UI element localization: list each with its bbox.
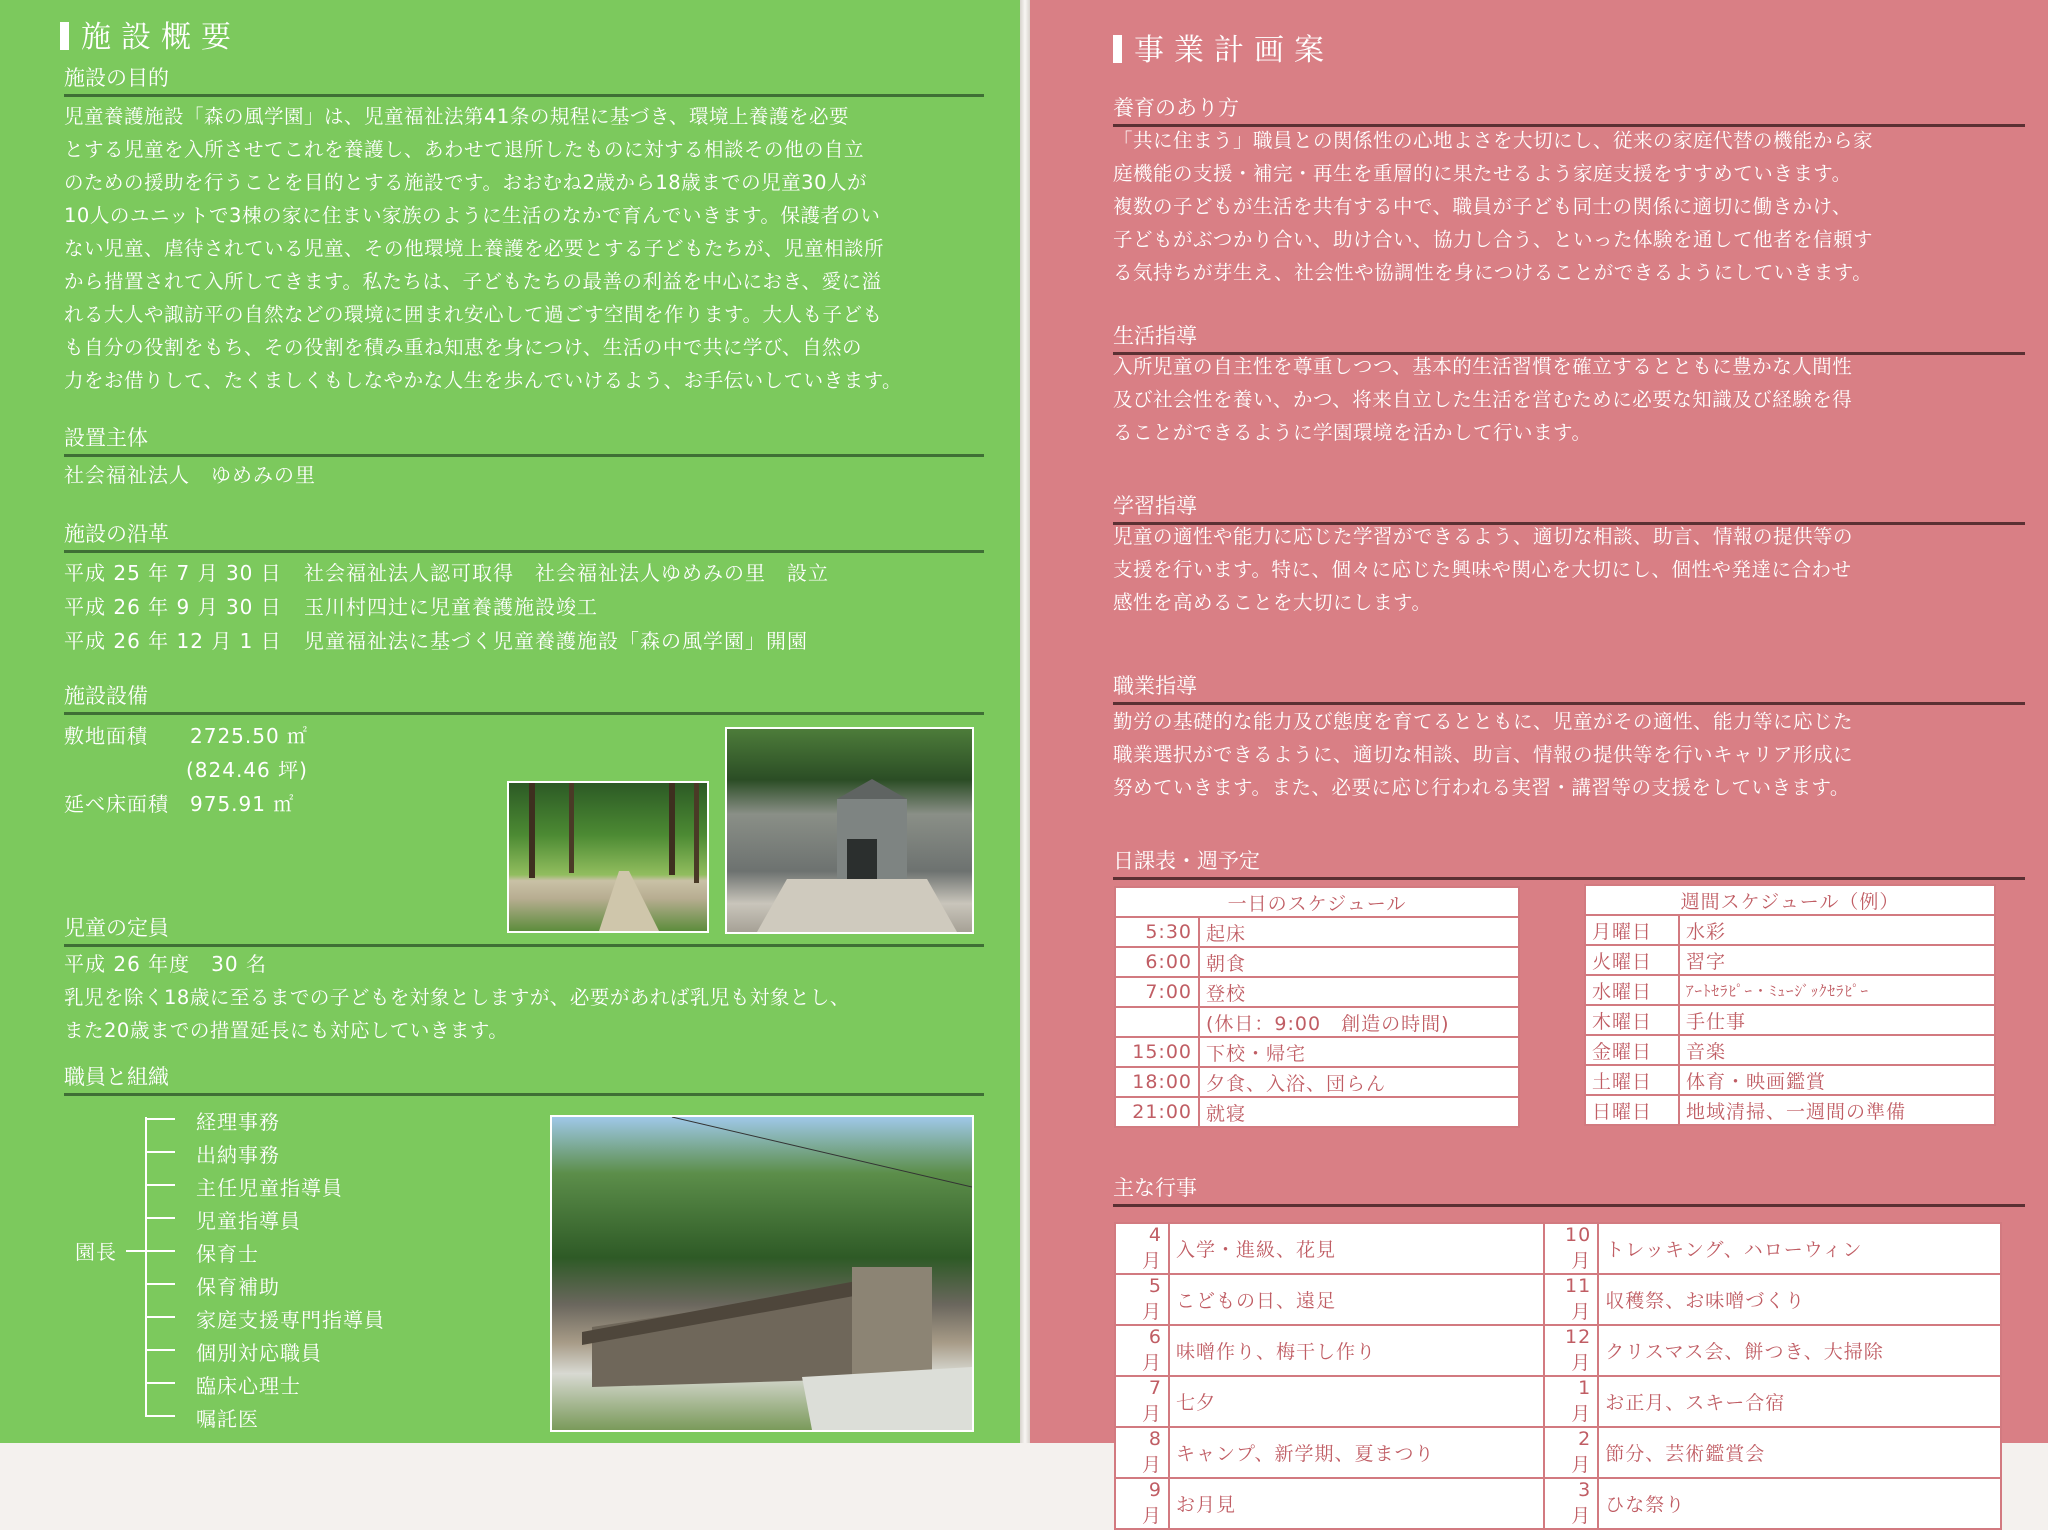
event-month: 2 月 — [1544, 1427, 1598, 1478]
history-list — [64, 557, 1004, 659]
dormitory-building-photo — [550, 1115, 974, 1432]
history-row — [64, 625, 1004, 659]
history-date: 平成 26 年 9 月 30 日 — [64, 595, 282, 619]
org-staff-role: 主任児童指導員 — [196, 1176, 343, 1200]
daily-activity: 登校 — [1199, 977, 1519, 1007]
daily-row — [1115, 1007, 1519, 1037]
org-staff-role: 経理事務 — [196, 1110, 280, 1134]
daily-activity: 朝食 — [1199, 947, 1519, 977]
history-event: 児童福祉法に基づく児童養護施設「森の風学園」開園 — [304, 629, 808, 653]
org-branch-line — [145, 1316, 175, 1318]
page-title-business-plan: 事業計画案 — [1113, 25, 1334, 69]
weekly-row — [1585, 1065, 1995, 1095]
site-area: 敷地面積 2725.50 ㎡ — [64, 724, 309, 748]
weekday: 金曜日 — [1585, 1035, 1679, 1065]
daily-time — [1115, 1007, 1199, 1037]
daily-time: 6:00 — [1115, 947, 1199, 977]
org-staff-role: 嘱託医 — [196, 1407, 259, 1431]
event-name: 七夕 — [1169, 1376, 1544, 1427]
building-entrance-photo — [725, 727, 974, 934]
history-row — [64, 557, 1004, 591]
event-month: 6 月 — [1115, 1325, 1169, 1376]
daily-time: 7:00 — [1115, 977, 1199, 1007]
daily-row — [1115, 977, 1519, 1007]
daily-time: 21:00 — [1115, 1097, 1199, 1127]
weekday: 月曜日 — [1585, 915, 1679, 945]
daily-activity: 就寝 — [1199, 1097, 1519, 1127]
org-branch-line — [145, 1382, 175, 1384]
org-branch-line — [145, 1217, 175, 1219]
heading-life-guidance: 生活指導 — [1113, 320, 2025, 355]
org-branch-line — [145, 1250, 175, 1252]
daily-activity: 夕食、入浴、団らん — [1199, 1067, 1519, 1097]
study-guidance-text: 児童の適性や能力に応じた学習ができるよう、適切な相談、助言、情報の提供等の 支援を行います。特に、個々に応じた興味や関心を大切にし、個性や発達に合わせ 感性を高めることを大切にします。 — [1113, 525, 1854, 614]
org-branch-line — [145, 1283, 175, 1285]
weekly-row — [1585, 975, 1995, 1005]
heading-career-guidance: 職業指導 — [1113, 670, 2025, 705]
event-row — [1115, 1427, 2001, 1478]
weekday: 水曜日 — [1585, 975, 1679, 1005]
weekly-activity: 体育・映画鑑賞 — [1679, 1065, 1995, 1095]
event-month: 10 月 — [1544, 1223, 1598, 1274]
org-branch-line — [145, 1415, 175, 1417]
heading-history: 施設の沿革 — [64, 518, 984, 553]
event-name: キャンプ、新学期、夏まつり — [1169, 1427, 1544, 1478]
org-branch-line — [145, 1349, 175, 1351]
history-date: 平成 25 年 7 月 30 日 — [64, 561, 282, 585]
capacity-line: 平成 26 年度 30 名 — [64, 952, 267, 976]
history-date: 平成 26 年 12 月 1 日 — [64, 629, 282, 653]
event-name: クリスマス会、餅つき、大掃除 — [1598, 1325, 2001, 1376]
weekly-activity: ｱｰﾄｾﾗﾋﾟｰ・ﾐｭｰｼﾞｯｸｾﾗﾋﾟｰ — [1679, 975, 1995, 1005]
daily-schedule-table — [1114, 886, 1520, 1128]
daily-row — [1115, 947, 1519, 977]
org-trunk-line — [145, 1117, 147, 1415]
purpose-text: 児童養護施設「森の風学園」は、児童福祉法第41条の規程に基づき、環境上養護を必要 とする児童を入所させてこれを養護し、あわせて退所したものに対する相談その他の自立 のための援助を行うことを目的とする施設です。おおむね2歳から18歳までの児童30人が 10人のユニットで3棟の家に住まい家族のように生活のなかで育んでいきます。保護者のい ない児童、虐待されている児童、その他環境上養護を必要とする子どもたちが、児童相談所 から措置されて入所してきます。私たちは、子どもたちの最善の利益を中心におき、愛に溢 れる大人や諏訪平の自然などの環境に囲まれ安心して過ごす空間を作ります。大人も子ども も自分の役割をもち、その役割を積み重ね知恵を身につけ、生活の中で共に学び、自然の 力をお借りして、たくましくもしなやかな人生を歩んでいけるよう、お手伝いしていきます。 — [64, 105, 903, 392]
daily-row — [1115, 917, 1519, 947]
org-staff-role: 保育士 — [196, 1242, 259, 1266]
org-staff-role: 保育補助 — [196, 1275, 280, 1299]
heading-study-guidance: 学習指導 — [1113, 490, 2025, 525]
floor-area: 延べ床面積 975.91 ㎡ — [64, 792, 295, 816]
org-head: 園長 — [75, 1240, 117, 1264]
center-fold — [1020, 0, 1030, 1443]
left-page — [0, 0, 1020, 1443]
event-name: ひな祭り — [1598, 1478, 2001, 1529]
daily-time: 15:00 — [1115, 1037, 1199, 1067]
forest-path-photo — [507, 781, 709, 933]
daily-time: 18:00 — [1115, 1067, 1199, 1097]
daily-activity: 下校・帰宅 — [1199, 1037, 1519, 1067]
career-guidance-text: 勤労の基礎的な能力及び態度を育てるとともに、児童がその適性、能力等に応じた 職業選択ができるように、適切な相談、助言、情報の提供等を行いキャリア形成に 努めていきます。また、必要に応じ行われる実習・講習等の支援をしていきます。 — [1113, 710, 1854, 799]
weekly-activity: 音楽 — [1679, 1035, 1995, 1065]
events-table — [1114, 1222, 2002, 1530]
right-page — [1030, 0, 2048, 1527]
org-staff-role: 臨床心理士 — [196, 1374, 301, 1398]
event-row — [1115, 1274, 2001, 1325]
capacity-text: 乳児を除く18歳に至るまでの子どもを対象としますが、必要があれば乳児も対象とし、 また20歳までの措置延長にも対応していきます。 — [64, 986, 850, 1042]
daily-activity: 起床 — [1199, 917, 1519, 947]
weekday: 日曜日 — [1585, 1095, 1679, 1125]
org-staff-role: 個別対応職員 — [196, 1341, 322, 1365]
heading-facility: 施設設備 — [64, 680, 984, 715]
event-month: 12 月 — [1544, 1325, 1598, 1376]
event-name: 入学・進級、花見 — [1169, 1223, 1544, 1274]
event-month: 9 月 — [1115, 1478, 1169, 1529]
heading-capacity: 児童の定員 — [64, 912, 984, 947]
event-month: 5 月 — [1115, 1274, 1169, 1325]
heading-events: 主な行事 — [1113, 1172, 2025, 1207]
org-connector — [126, 1250, 146, 1252]
event-month: 8 月 — [1115, 1427, 1169, 1478]
weekly-row — [1585, 1095, 1995, 1125]
daily-row — [1115, 1067, 1519, 1097]
heading-staff: 職員と組織 — [64, 1061, 984, 1096]
event-name: トレッキング、ハローウィン — [1598, 1223, 2001, 1274]
life-guidance-text: 入所児童の自主性を尊重しつつ、基本的生活習慣を確立するとともに豊かな人間性 及び社会性を養い、かつ、将来自立した生活を営むために必要な知識及び経験を得 ることができるように学園環境を活かして行います。 — [1113, 355, 1853, 444]
weekly-activity: 水彩 — [1679, 915, 1995, 945]
heading-founder: 設置主体 — [64, 422, 984, 457]
history-event: 社会福祉法人認可取得 社会福祉法人ゆめみの里 設立 — [304, 561, 829, 585]
event-month: 1 月 — [1544, 1376, 1598, 1427]
weekly-schedule-title: 週間スケジュール（例） — [1585, 885, 1995, 915]
event-row — [1115, 1325, 2001, 1376]
org-branch-line — [145, 1118, 175, 1120]
weekly-schedule-table — [1584, 884, 1996, 1126]
event-month: 7 月 — [1115, 1376, 1169, 1427]
event-name: こどもの日、遠足 — [1169, 1274, 1544, 1325]
event-row — [1115, 1376, 2001, 1427]
event-month: 4 月 — [1115, 1223, 1169, 1274]
weekly-activity: 習字 — [1679, 945, 1995, 975]
daily-time: 5:30 — [1115, 917, 1199, 947]
event-name: お月見 — [1169, 1478, 1544, 1529]
org-staff-role: 児童指導員 — [196, 1209, 301, 1233]
site-area-tsubo: (824.46 坪) — [186, 758, 308, 782]
weekday: 火曜日 — [1585, 945, 1679, 975]
event-name: お正月、スキー合宿 — [1598, 1376, 2001, 1427]
founder-text: 社会福祉法人 ゆめみの里 — [64, 463, 316, 487]
daily-activity: (休日：9:00 創造の時間) — [1199, 1007, 1519, 1037]
weekly-row — [1585, 945, 1995, 975]
weekday: 木曜日 — [1585, 1005, 1679, 1035]
daily-row — [1115, 1097, 1519, 1127]
org-branch-line — [145, 1151, 175, 1153]
heading-schedule: 日課表・週予定 — [1113, 845, 2025, 880]
event-name: 収穫祭、お味噌づくり — [1598, 1274, 2001, 1325]
heading-purpose: 施設の目的 — [64, 62, 984, 97]
weekday: 土曜日 — [1585, 1065, 1679, 1095]
weekly-activity: 地域清掃、一週間の準備 — [1679, 1095, 1995, 1125]
org-staff-role: 家庭支援専門指導員 — [196, 1308, 385, 1332]
event-month: 3 月 — [1544, 1478, 1598, 1529]
daily-schedule-title: 一日のスケジュール — [1115, 887, 1519, 917]
upbringing-text: 「共に住まう」職員との関係性の心地よさを大切にし、従来の家庭代替の機能から家 庭機能の支援・補完・再生を重層的に果たせるよう家庭支援をすすめていきます。 複数の子どもが生活を共有する中で、職員が子ども同士の関係に適切に働きかけ、 子どもがぶつかり合い、助け合い、協力し合う、といった体験を通して他者を信頼す る気持ちが芽生え、社会性や協調性を身につけることができるようにしていきます。 — [1113, 129, 1874, 284]
event-row — [1115, 1478, 2001, 1529]
page-title-facility-overview: 施設概要 — [60, 12, 241, 56]
weekly-activity: 手仕事 — [1679, 1005, 1995, 1035]
weekly-row — [1585, 1035, 1995, 1065]
org-staff-role: 出納事務 — [196, 1143, 280, 1167]
org-branch-line — [145, 1184, 175, 1186]
weekly-row — [1585, 915, 1995, 945]
event-row — [1115, 1223, 2001, 1274]
event-month: 11 月 — [1544, 1274, 1598, 1325]
daily-row — [1115, 1037, 1519, 1067]
heading-upbringing: 養育のあり方 — [1113, 92, 2025, 127]
event-name: 節分、芸術鑑賞会 — [1598, 1427, 2001, 1478]
history-row — [64, 591, 1004, 625]
event-name: 味噌作り、梅干し作り — [1169, 1325, 1544, 1376]
history-event: 玉川村四辻に児童養護施設竣工 — [304, 595, 598, 619]
weekly-row — [1585, 1005, 1995, 1035]
